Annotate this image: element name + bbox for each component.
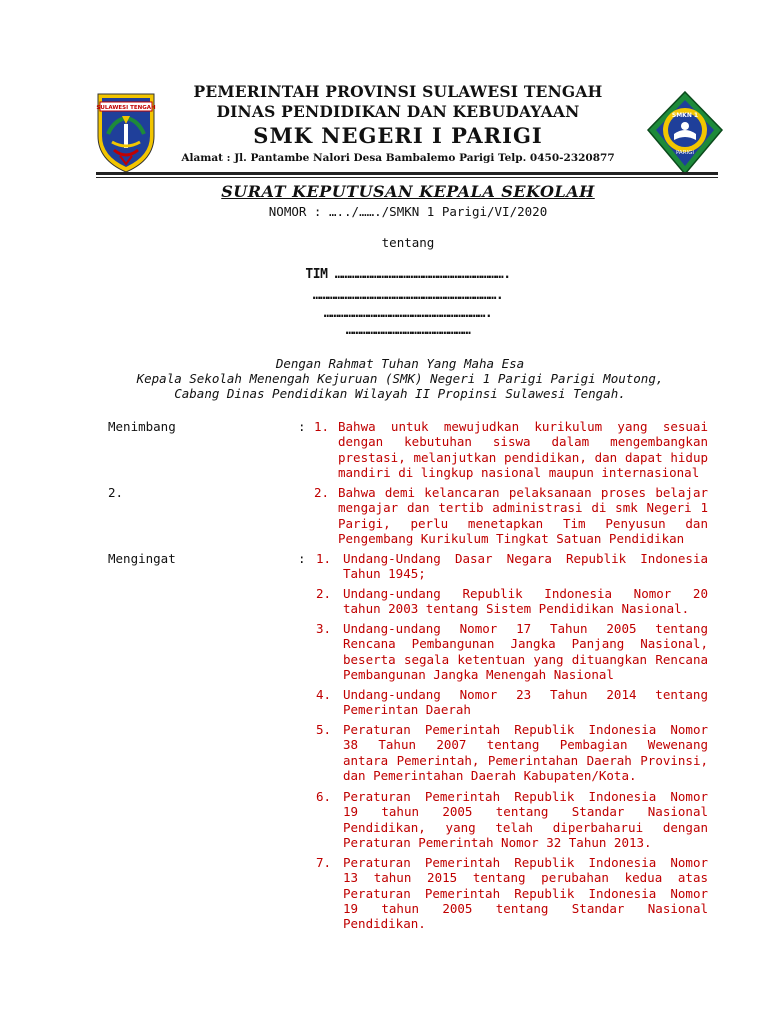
menimbang-item xyxy=(338,485,708,546)
item-line: Peraturan Pemerintah Nomor 32 Tahun 2013. xyxy=(343,834,652,850)
item-line: Undang-Undang Dasar Negara Republik Indonesia xyxy=(343,551,708,566)
document-title: SURAT KEPUTUSAN KEPALA SEKOLAH xyxy=(221,182,595,201)
mengingat-colon: : xyxy=(298,551,306,566)
letterhead xyxy=(90,82,718,178)
item-line: Pemerintan Daerah xyxy=(343,702,471,718)
mengingat-item-number: 1. xyxy=(316,551,332,566)
emblem-ribbon-text: SULAWESI TENGAH xyxy=(96,105,156,111)
item-line: Undang-undang Nomor 17 Tahun 2005 tentang xyxy=(343,621,708,636)
sulawesi-tengah-emblem xyxy=(94,90,158,174)
item-line: Bahwa demi kelancaran pelaksanaan proses belajar xyxy=(338,485,708,500)
letterhead-rule-thick xyxy=(96,172,718,175)
mengingat-item-number: 4. xyxy=(316,687,332,702)
about-label: tentang xyxy=(381,235,435,250)
mengingat-item xyxy=(343,722,708,783)
item-line: Parigi, perlu menetapkan Tim Penyusun dan xyxy=(338,515,708,531)
letterhead-rule-thin xyxy=(96,177,718,178)
item-line: Tahun 1945; xyxy=(343,566,426,582)
item-line: Pendidikan. xyxy=(343,916,426,932)
item-line: Pengembang Kurikulum Tingkat Satuan Pendidikan xyxy=(338,530,685,546)
item-line: mandiri di lingkup nasional maupun internasional xyxy=(338,464,700,480)
item-line: Pendidikan, yang telah diperbaharui dengan xyxy=(343,819,708,835)
tim-line: …………………………………………… xyxy=(345,323,471,338)
item-line: Peraturan Pemerintah Republik Indonesia Nomor xyxy=(343,722,708,737)
intro-line: Kepala Sekolah Menengah Kejuruan (SMK) Negeri 1 Parigi Parigi Moutong, xyxy=(136,371,664,386)
school-address: Alamat : Jl. Pantambe Nalori Desa Bambalemo Parigi Telp. 0450-2320877 xyxy=(181,152,615,164)
item-line: 19 tahun 2005 tentang Standar Nasional xyxy=(343,900,708,916)
document-number: NOMOR : …../……./SMKN 1 Parigi/VI/2020 xyxy=(268,204,548,219)
mengingat-item xyxy=(343,551,708,582)
menimbang-item-number: 2. xyxy=(314,485,330,500)
logo-bottom-text: PARIGI xyxy=(675,150,695,156)
item-line: beserta segala ketentuan yang dituangkan Rencana xyxy=(343,651,708,667)
item-line: mengajar dan tertib administrasi di smk Negeri 1 xyxy=(338,500,708,516)
mengingat-item-number: 3. xyxy=(316,621,332,636)
item-line: Rencana Pembangunan Jangka Panjang Nasional, xyxy=(343,636,708,652)
tim-line: …………………………………………………………. xyxy=(323,306,493,321)
mengingat-item-number: 5. xyxy=(316,722,332,737)
item-line: prestasi, melanjutkan pendidikan, dan dapat hidup xyxy=(338,449,708,465)
item-line: dengan kebutuhan siswa dalam mengembangkan xyxy=(338,434,708,450)
item-line: antara Pemerintah, Pemerintahan Daerah Provinsi, xyxy=(343,752,708,768)
tim-line: TIM ……………………………………………………………. xyxy=(305,267,511,282)
mengingat-item-number: 6. xyxy=(316,789,332,804)
mengingat-item xyxy=(343,586,708,617)
second-label: 2. xyxy=(108,485,124,500)
department-name: DINAS PENDIDIKAN DAN KEBUDAYAAN xyxy=(216,102,580,121)
item-line: Peraturan Pemerintah Republik Indonesia Nomor xyxy=(343,885,708,901)
mengingat-label: Mengingat xyxy=(108,551,176,566)
item-line: dan Pemerintahan Daerah Kabupaten/Kota. xyxy=(343,767,637,783)
item-line: Pembangunan Jangka Menengah Nasional xyxy=(343,666,614,682)
tim-line: …………………………………………………………………. xyxy=(312,288,504,303)
item-line: Undang-undang Republik Indonesia Nomor 20 xyxy=(343,586,708,601)
item-line: Undang-undang Nomor 23 Tahun 2014 tentang xyxy=(343,687,708,702)
government-name: PEMERINTAH PROVINSI SULAWESI TENGAH xyxy=(193,82,603,101)
mengingat-item-number: 7. xyxy=(316,855,332,870)
mengingat-item xyxy=(343,789,708,850)
letterhead-text xyxy=(168,82,628,165)
intro-line: Cabang Dinas Pendidikan Wilayah II Propinsi Sulawesi Tengah. xyxy=(174,386,626,401)
item-line: Bahwa untuk mewujudkan kurikulum yang sesuai xyxy=(338,419,708,434)
item-line: tahun 2003 tentang Sistem Pendidikan Nasional. xyxy=(343,601,690,617)
item-line: 19 tahun 2005 tentang Standar Nasional xyxy=(343,804,708,820)
item-line: Peraturan Pemerintah Republik Indonesia Nomor xyxy=(343,855,708,870)
menimbang-label: Menimbang xyxy=(108,419,176,434)
smkn-1-parigi-logo xyxy=(646,90,724,176)
menimbang-colon: : xyxy=(298,419,306,434)
logo-top-text: SMKN 1 xyxy=(671,112,699,119)
mengingat-item-number: 2. xyxy=(316,586,332,601)
menimbang-item-number: 1. xyxy=(314,419,330,434)
mengingat-item xyxy=(343,621,708,682)
mengingat-item xyxy=(343,855,708,931)
item-line: 38 Tahun 2007 tentang Pembagian Wewenang xyxy=(343,737,708,753)
menimbang-item xyxy=(338,419,708,480)
intro-line: Dengan Rahmat Tuhan Yang Maha Esa xyxy=(275,356,525,371)
item-line: 13 tahun 2015 tentang perubahan kedua atas xyxy=(343,870,708,886)
school-name: SMK NEGERI I PARIGI xyxy=(253,123,543,148)
mengingat-item xyxy=(343,687,708,718)
item-line: Peraturan Pemerintah Republik Indonesia Nomor xyxy=(343,789,708,804)
